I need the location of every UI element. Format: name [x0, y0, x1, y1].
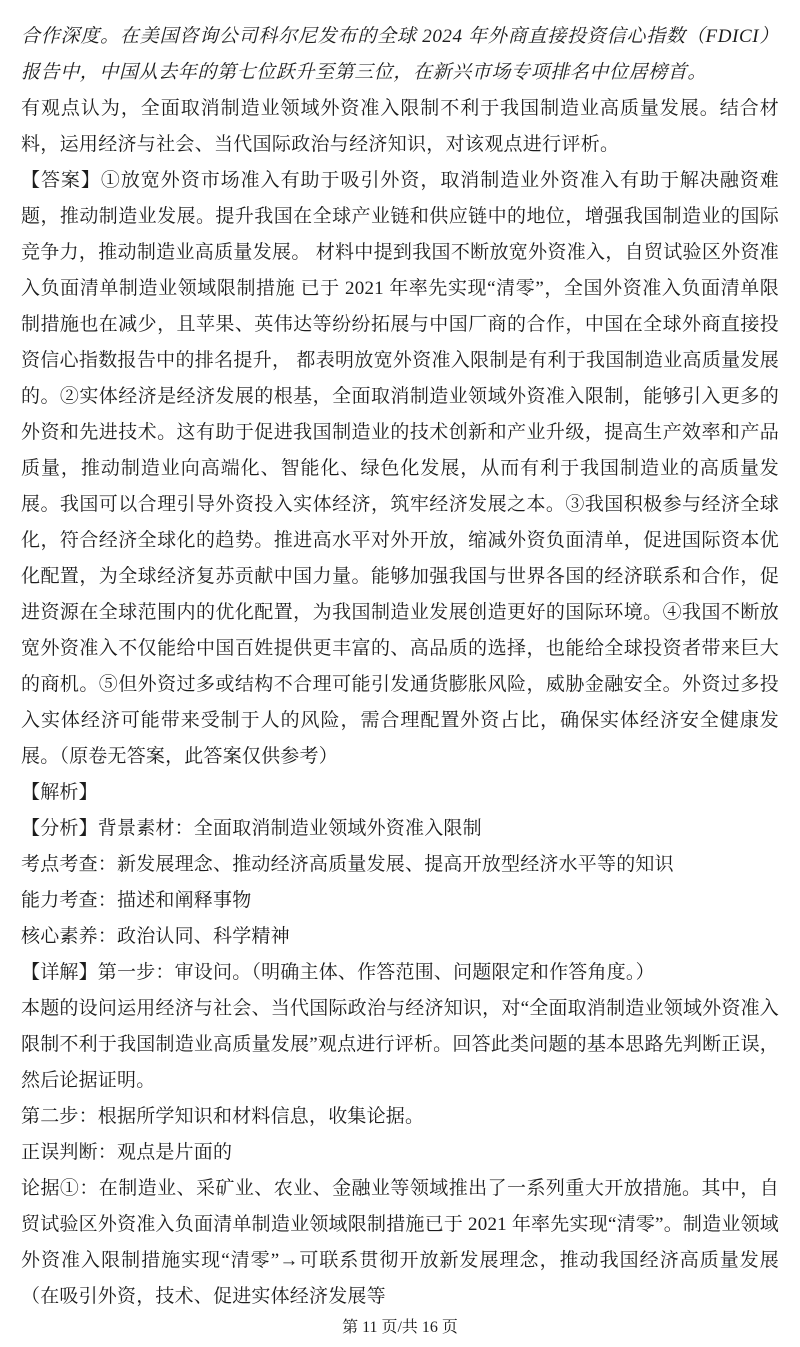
document-body — [21, 19, 779, 1315]
paragraph-exam-points: 考点考查：新发展理念、推动经济高质量发展、提高开放型经济水平等的知识 — [21, 854, 674, 875]
paragraph-judgment: 正误判断：观点是片面的 — [21, 1142, 233, 1163]
paragraph-core-literacy: 核心素养：政治认同、科学精神 — [21, 926, 290, 947]
paragraph-analysis-heading: 【解析】 — [21, 782, 98, 803]
paragraph-detail-step2: 第二步：根据所学知识和材料信息，收集论据。 — [21, 1106, 425, 1127]
paragraph-source-material-continuation: 合作深度。在美国咨询公司科尔尼发布的全球 2024 年外商直接投资信心指数（FDICI）报告中，中国从去年的第七位跃升至第三位，在新兴市场专项排名中位居榜首。 — [21, 26, 779, 83]
page-number-footer: 第 11 页/共 16 页 — [342, 1319, 458, 1336]
paragraph-answer: 【答案】①放宽外资市场准入有助于吸引外资，取消制造业外资准入有助于解决融资难题，推动制造业发展。提升我国在全球产业链和供应链中的地位，增强我国制造业的国际竞争力，推动制造业高质量发展。 材料中提到我国不断放宽外资准入，自贸试验区外资准入负面清单制造业领域限制措施 已于 2021 年率先实现“清零”，全国外资准入负面清单限制措施也在减少，且苹果、英伟达等纷纷拓展与中国厂商的合作，中国在全球外商直接投资信心指数报告中的排名提升， 都表明放宽外资准入限制是有利于我国制造业高质量发展的。②实体经济是经济发展的根基，全面取消制造业领域外资准入限制，能够引入更多的外资和先进技术。这有助于促进我国制造业的技术创新和产业升级，提高生产效率和产品质量，推动制造业向高端化、智能化、绿色化发展，从而有利于我国制造业的高质量发展。我国可以合理引导外资投入实体经济，筑牢经济发展之本。③我国积极参与经济全球化，符合经济全球化的趋势。推进高水平对外开放，缩减外资负面清单，促进国际资本优化配置，为全球经济复苏贡献中国力量。能够加强我国与世界各国的经济联系和合作，促进资源在全球范围内的优化配置，为我国制造业发展创造更好的国际环境。④我国不断放宽外资准入不仅能给中国百姓提供更丰富的、高品质的选择，也能给全球投资者带来巨大的商机。⑤但外资过多或结构不合理可能引发通货膨胀风险，威胁金融安全。外资过多投入实体经济可能带来受制于人的风险，需合理配置外资占比，确保实体经济安全健康发展。（原卷无答案，此答案仅供参考） — [21, 170, 779, 767]
paragraph-detail-step1-heading: 【详解】第一步：审设问。（明确主体、作答范围、问题限定和作答角度。） — [21, 962, 655, 983]
paragraph-ability-examined: 能力考查：描述和阐释事物 — [21, 890, 252, 911]
paragraph-question-stem: 有观点认为，全面取消制造业领域外资准入限制不利于我国制造业高质量发展。结合材料，运用经济与社会、当代国际政治与经济知识，对该观点进行评析。 — [21, 98, 779, 155]
paragraph-evidence-1: 论据①：在制造业、采矿业、农业、金融业等领域推出了一系列重大开放措施。其中，自贸试验区外资准入负面清单制造业领域限制措施已于 2021 年率先实现“清零”。制造业领域外资准入限制措施实现“清零”→可联系贯彻开放新发展理念，推动我国经济高质量发展（在吸引外资，技术、促进实体经济发展等 — [21, 1178, 779, 1307]
paragraph-analysis-background: 【分析】背景素材：全面取消制造业领域外资准入限制 — [21, 818, 482, 839]
paragraph-detail-step1-body: 本题的设问运用经济与社会、当代国际政治与经济知识，对“全面取消制造业领域外资准入限制不利于我国制造业高质量发展”观点进行评析。回答此类问题的基本思路先判断正误，然后论据证明。 — [21, 998, 779, 1091]
